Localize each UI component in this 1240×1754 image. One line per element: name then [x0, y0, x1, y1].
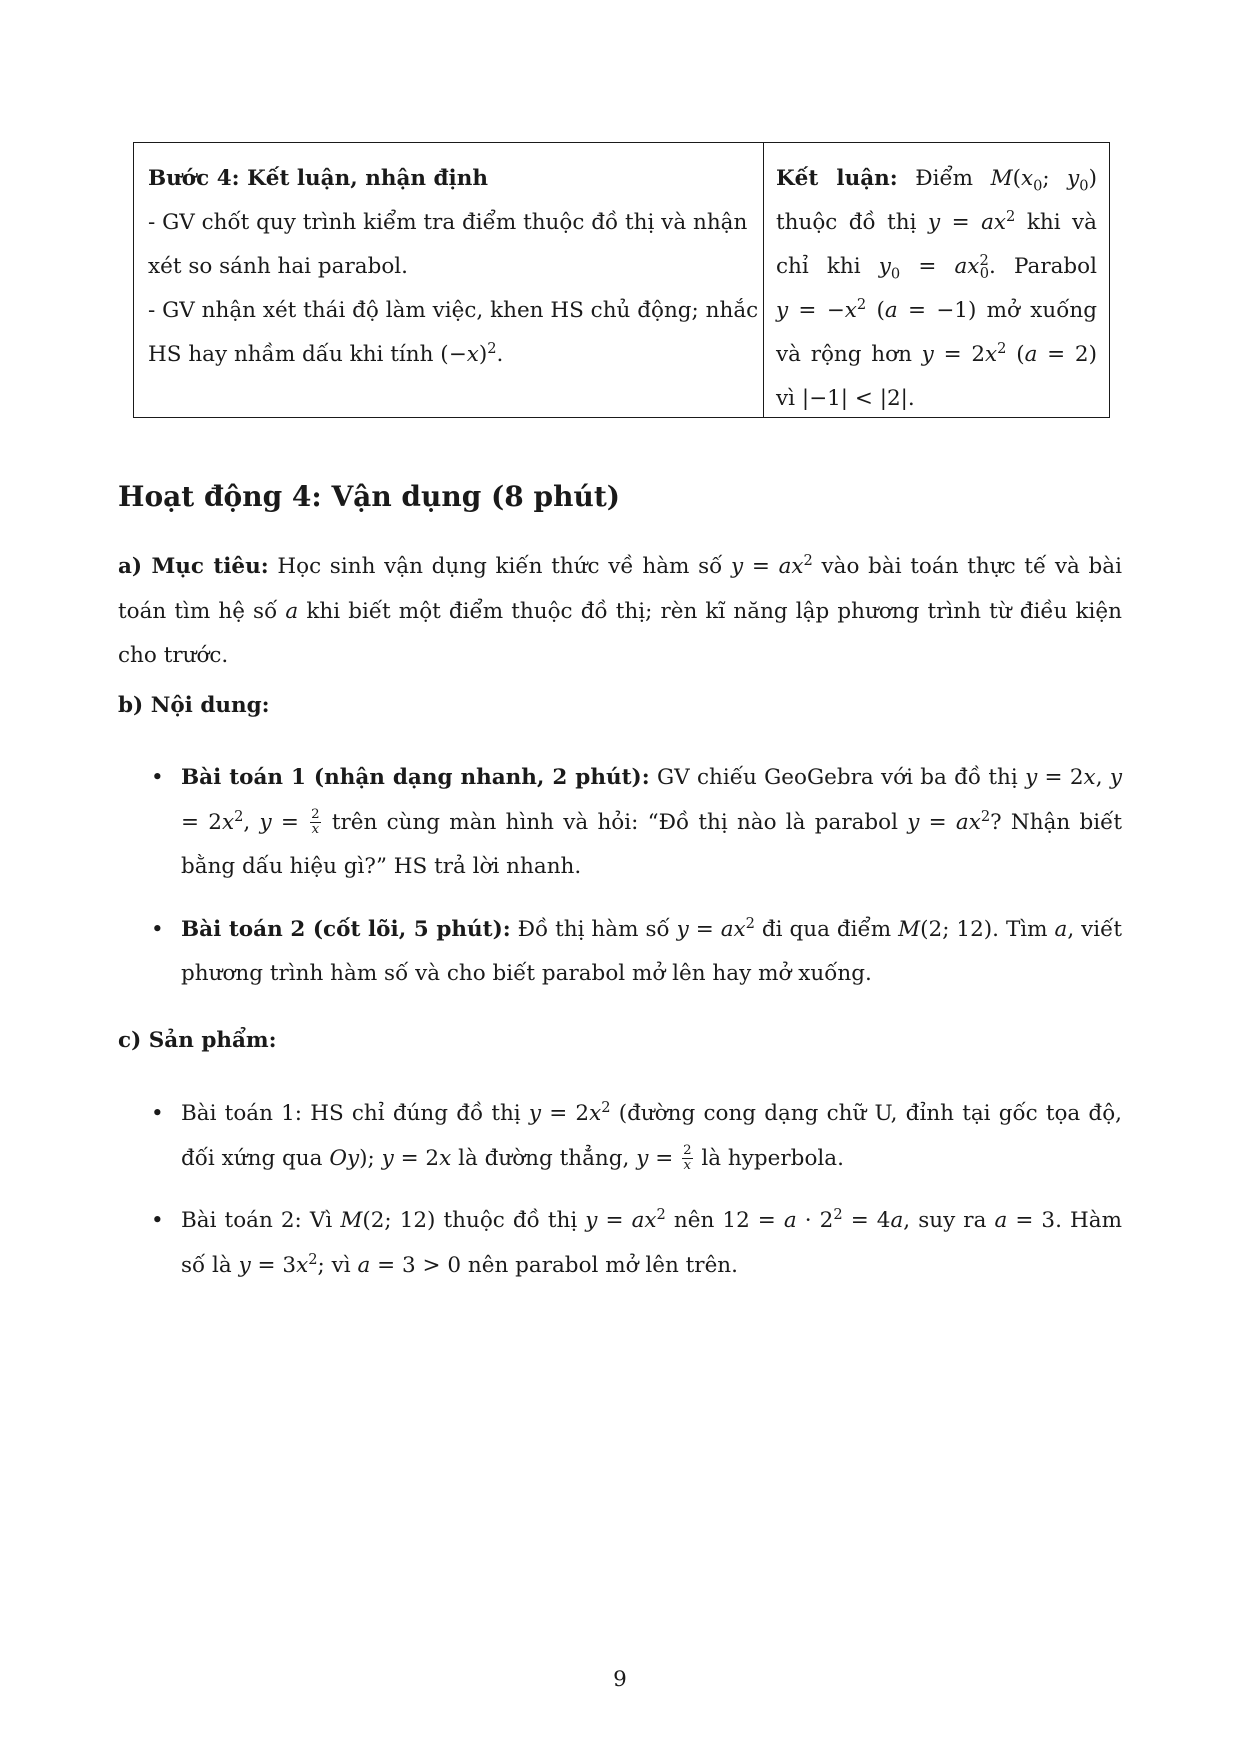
left-line-2: xét so sánh hai parabol. — [148, 254, 408, 279]
right-line-3: chỉ khi $y_0 = ax^2_0$. Parabol — [776, 251, 1097, 283]
page-number: 9 — [613, 1667, 627, 1692]
table-left-cell — [134, 143, 764, 417]
right-line-5: và rộng hơn $y = 2x^2$ (a = 2) — [776, 339, 1097, 367]
content-label: b) Nội dung: — [118, 693, 270, 718]
table-right-cell — [764, 143, 1109, 417]
left-line-1: - GV chốt quy trình kiểm tra điểm thuộc đồ thị và nhận — [148, 210, 748, 235]
list-item: • Bài toán 1 (nhận dạng nhanh, 2 phút): GV chiếu GeoGebra với ba đồ thị y = 2x, $y = 2x^2$, y = $\frac{2}{x}$ trên cùng màn hình và hỏi: “Đồ thị nào là parabol $y = ax^2$? Nhận biết bằng dấu hiệu gì?” HS trả lời nhanh. — [118, 756, 1122, 890]
list-item: • Bài toán 2: Vì M(2; 12) thuộc đồ thị $y = ax^2$ nên $12 = a \cdot 2^2 = 4a$, suy ra a = 3. Hàm số là $y = 3x^2$; vì a = 3 > 0 nên parabol mở lên trên. — [118, 1199, 1122, 1288]
section-title: Hoạt động 4: Vận dụng (8 phút) — [118, 480, 621, 513]
product-list — [118, 1092, 1122, 1288]
product-label: c) Sản phẩm: — [118, 1028, 277, 1053]
left-line-3: - GV nhận xét thái độ làm việc, khen HS chủ động; nhắc — [148, 298, 759, 323]
right-line-1: Kết luận: Điểm $M(x_0$; $y_0$) — [776, 166, 1097, 195]
right-line-6: vì |−1| < |2|. — [776, 386, 915, 411]
list-item: • Bài toán 2 (cốt lõi, 5 phút): Đồ thị hàm số $y = ax^2$ đi qua điểm M(2; 12). Tìm a, viết phương trình hàm số và cho biết parabol mở lên hay mở xuống. — [118, 908, 1122, 997]
step-heading: Bước 4: Kết luận, nhận định — [148, 166, 488, 191]
right-line-2: thuộc đồ thị $y = ax^2$ khi và — [776, 207, 1097, 235]
goal-paragraph: a) Mục tiêu: Học sinh vận dụng kiến thức về hàm số $y = ax^2$ vào bài toán thực tế và bài toán tìm hệ số a khi biết một điểm thuộc đồ thị; rèn kĩ năng lập phương trình từ điều kiện cho trước. — [118, 551, 1122, 668]
left-line-4: HS hay nhầm dấu khi tính $(-x)^2$. — [148, 339, 504, 367]
list-item: • Bài toán 1: HS chỉ đúng đồ thị $y = 2x^2$ (đường cong dạng chữ U, đỉnh tại gốc tọa độ, đối xứng qua Oy); y = 2x là đường thẳng, y = $\frac{2}{x}$ là hyperbola. — [118, 1092, 1122, 1181]
content-list — [118, 756, 1122, 997]
right-line-4: $y = -x^2$ (a = −1) mở xuống — [776, 295, 1097, 323]
step4-table — [133, 142, 1110, 418]
